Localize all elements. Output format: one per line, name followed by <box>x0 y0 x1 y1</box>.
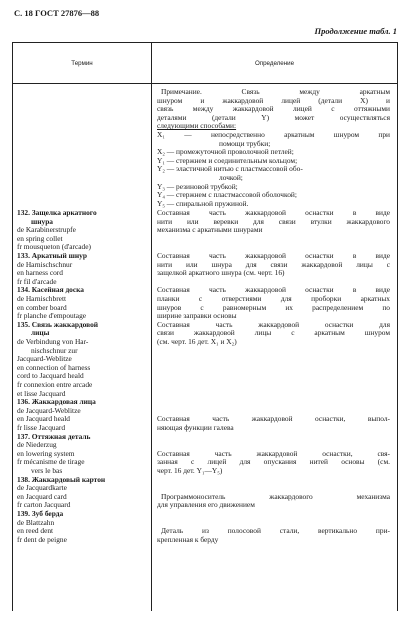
term-translation: de Harnischbrett <box>17 294 67 303</box>
note-line: Y₄ — стержнем с пластмассовой оболочкой; <box>157 190 297 200</box>
definition-line: нити или веревки для связи втулки жаккардового <box>157 216 390 226</box>
definition-line: защелкой аркатного шнура (см. черт. 16) <box>157 268 285 278</box>
column-header-definition: Определение <box>152 43 397 84</box>
term-translation: fr fil d'arcade <box>17 276 57 286</box>
term-translation: de Jacquard-Weblitze <box>17 405 81 415</box>
term-translation: et lisse Jacquard <box>17 388 66 398</box>
term-translation: fr mécanisme de tirage <box>17 457 85 467</box>
definition-line: механизма с аркатными шнурами <box>157 225 263 235</box>
note-line: лочкой; <box>219 173 243 182</box>
term-translation: de Jacquardkarte <box>17 483 67 493</box>
term-translation: en reed dent <box>17 526 54 536</box>
term-translation: fr planche d'empoutage <box>17 311 87 321</box>
note-line: следующими способами: <box>157 121 237 131</box>
definition-line: черт. 16 дет. Y₁—Y₅) <box>157 466 223 475</box>
term-title: 135. Связь жаккардовой <box>17 319 99 329</box>
term-translation: de Harnischschnur <box>17 259 73 269</box>
term-title: 137. Оттяжная деталь <box>17 431 91 441</box>
definition-line: нити или шнура для связи жаккардовой лицы с <box>157 259 390 269</box>
term-translation: vers le bas <box>31 466 63 475</box>
continuation-label: Продолжение табл. 1 <box>314 26 397 36</box>
definition-line: (см. черт. 16 дет. X₁ и X₂) <box>157 337 237 346</box>
term-title-cont: шнура <box>31 216 53 226</box>
definition-line: няющая функции галева <box>157 423 234 432</box>
term-title-cont: лицы <box>31 328 50 338</box>
definition-line: планки с отверстиями для проборки аркатных <box>157 294 390 303</box>
term-title: 134. Касейная доска <box>17 285 85 295</box>
term-translation: en connection of harness <box>17 362 91 372</box>
term-title: 139. Зуб берда <box>17 509 64 518</box>
note-line: шнуром и жаккардовой лицей (детали X) и <box>157 95 390 105</box>
term-translation: fr carton Jacquard <box>17 500 71 510</box>
column-divider <box>151 83 152 611</box>
term-translation: nischschnur zur <box>31 345 78 355</box>
definition-line: Составная часть жаккардовой оснастки, выпол- <box>157 414 390 424</box>
definition-line: Деталь из полосовой стали, вертикально при- <box>161 526 390 536</box>
note-line: Y₁ — стержнем и соединительным кольцом; <box>157 155 298 165</box>
definition-line: Составная часть жаккардовой оснастки, свя- <box>157 448 390 458</box>
definition-line: Составная часть жаккардовой оснастки в виде <box>157 208 390 217</box>
definition-line: шнуров с равномерным их распределением по <box>157 302 390 312</box>
note-line: связь между жаккардовой лицей с оттяжными <box>157 104 390 114</box>
term-translation: cord to Jacquard heald <box>17 371 84 381</box>
note-line: X₂ — промежуточной проволочной петлей; <box>157 147 294 157</box>
definition-line: для управления его движением <box>157 500 255 510</box>
term-title: 138. Жаккардовый картон <box>17 474 106 484</box>
note-line: Y₅ — спиральной пружиной. <box>157 198 249 208</box>
definition-line: Составная часть жаккардовой оснастки в виде <box>157 251 390 260</box>
term-title: 133. Аркатный шнур <box>17 251 87 260</box>
term-translation: fr mousqueton (d'arcade) <box>17 242 91 252</box>
term-translation: de Blattzahn <box>17 517 55 527</box>
definition-line: крепленная к берду <box>157 534 219 544</box>
note-line: Y₂ — эластичной нитью с пластмассовой обо- <box>157 164 303 174</box>
term-title: 132. Защелка аркатного <box>17 208 97 217</box>
term-title: 136. Жаккардовая лица <box>17 397 96 407</box>
term-translation: fr lisse Jacquard <box>17 423 66 432</box>
term-translation: en Jacquard card <box>17 491 67 501</box>
page-header-left: С. 18 ГОСТ 27876—88 <box>14 8 100 18</box>
term-translation: de Karabinerstrupfe <box>17 225 76 235</box>
note-line: деталями (детали Y) может осуществляться <box>157 112 390 122</box>
definition-line: Составная часть жаккардовой оснастки для <box>157 319 390 329</box>
term-translation: en Jacquard heald <box>17 414 70 424</box>
term-translation: de Verbindung von Har- <box>17 337 89 346</box>
definition-line: занная с лицей для опускания нитей основы (см. <box>157 457 390 467</box>
note-line: помощи трубки; <box>219 138 271 148</box>
definition-line: связи жаккардовой лицы с аркатным шнуром <box>157 328 390 338</box>
term-translation: de Niederzug <box>17 440 57 450</box>
definition-line: Составная часть жаккардовой оснастки в виде <box>157 285 390 295</box>
term-translation: fr connexion entre arcade <box>17 380 93 389</box>
term-translation: en spring collet <box>17 233 63 243</box>
note-line: X₁ — непосредственно аркатным шнуром при <box>157 130 390 139</box>
definition-line: ширине заправки основы <box>157 311 237 321</box>
term-translation: en comber board <box>17 302 67 312</box>
term-translation: fr dent de peigne <box>17 534 67 544</box>
column-header-term: Термин <box>13 43 152 84</box>
definition-line: Программоноситель жаккардового механизма <box>161 491 390 501</box>
term-translation: en harness cord <box>17 268 63 278</box>
note-line: Примечание. Связь между аркатным <box>161 87 390 96</box>
terms-table <box>12 42 398 611</box>
term-translation: en lowering system <box>17 448 75 458</box>
note-line: Y₃ — резиновой трубкой; <box>157 181 238 191</box>
term-translation: Jacquard-Weblitze <box>17 354 72 364</box>
